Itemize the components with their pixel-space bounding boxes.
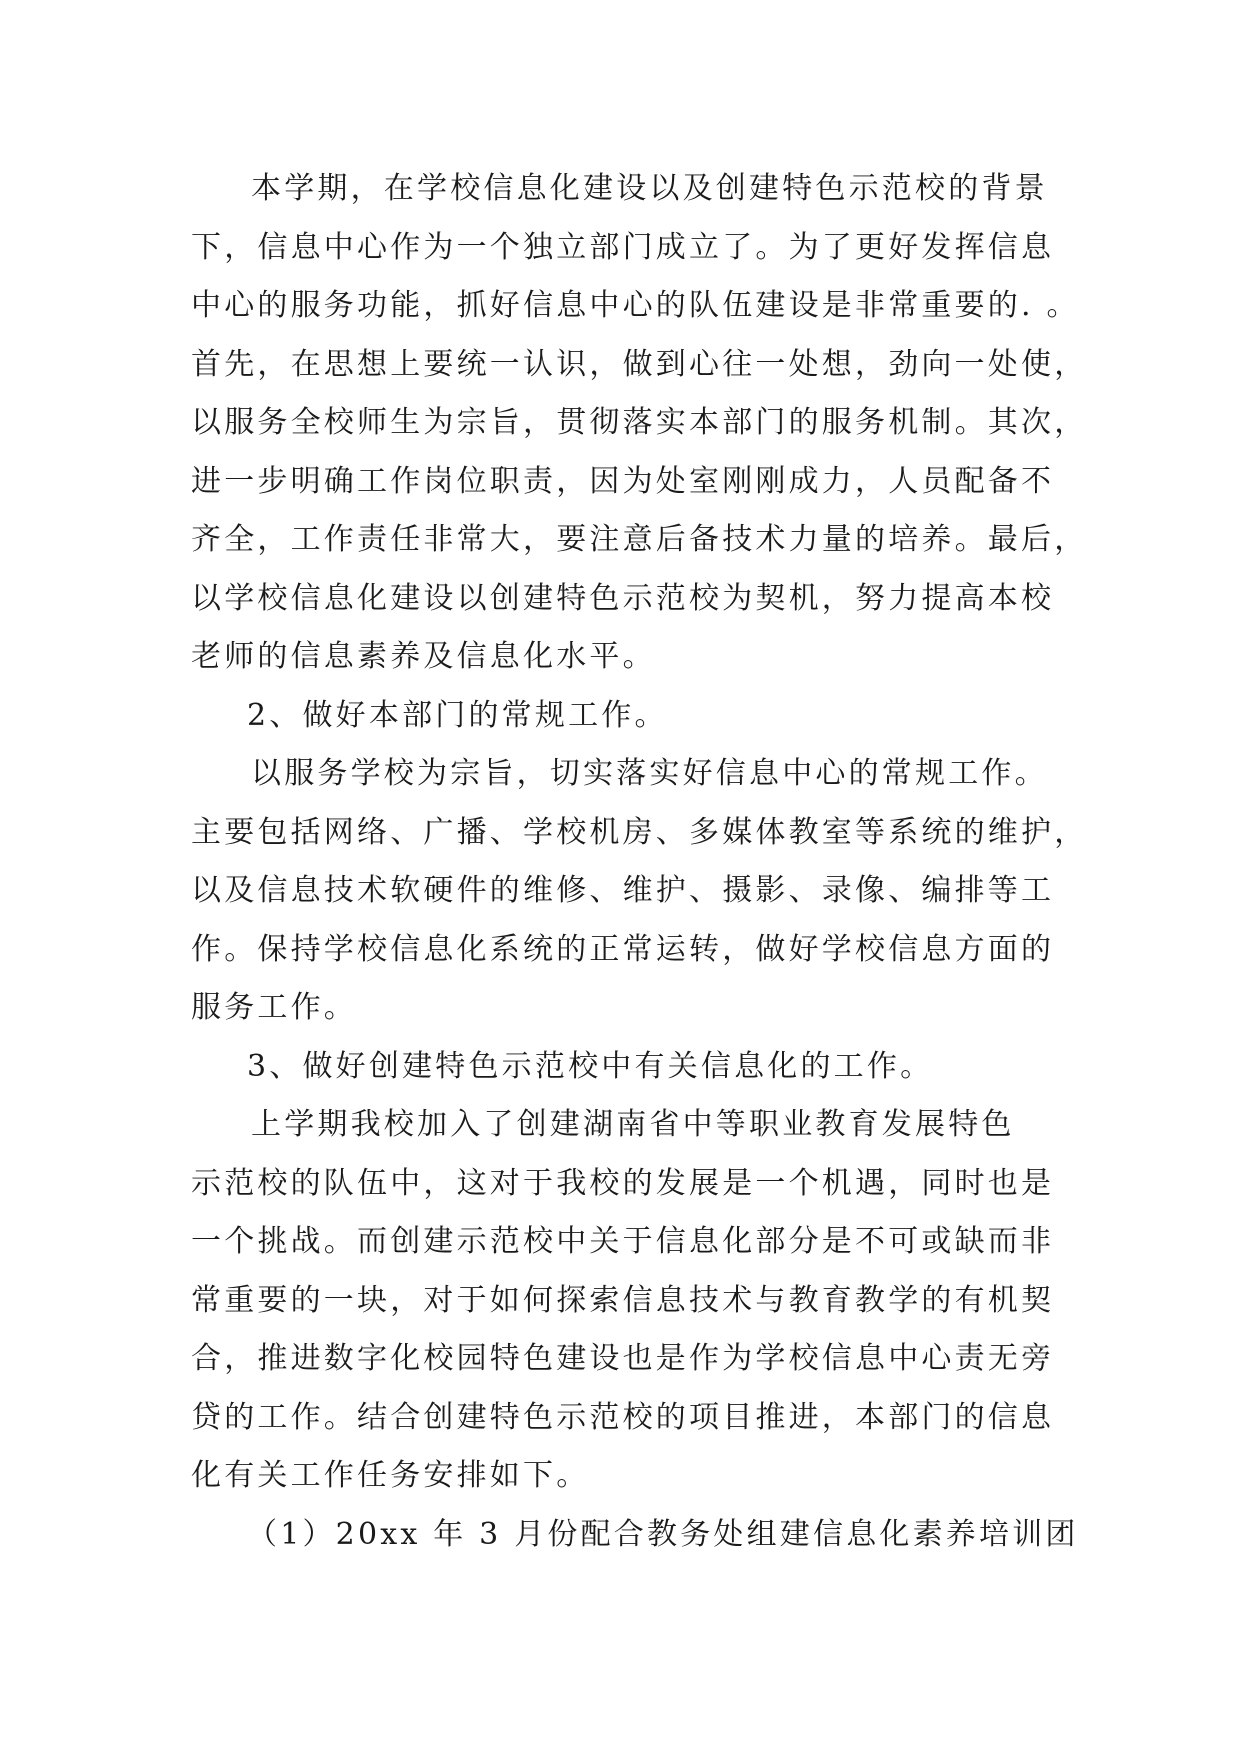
paragraph-line: 一个挑战。而创建示范校中关于信息化部分是不可或缺而非 [191,1224,1055,1259]
paragraph-line: 以服务全校师生为宗旨，贯彻落实本部门的服务机制。其次， [191,405,1088,440]
paragraph-line: 以及信息技术软硬件的维修、维护、摄影、录像、编排等工 [191,873,1055,908]
section-heading: 2、做好本部门的常规工作。 [247,697,668,733]
paragraph-line: 首先，在思想上要统一认识，做到心往一处想，劲向一处使， [191,346,1088,382]
paragraph-line: 以服务学校为宗旨，切实落实好信息中心的常规工作。 [251,756,1048,791]
list-item: （1）20xx 年 3 月份配合教务处组建信息化素养培训团 [247,1516,1079,1552]
paragraph-line: 进一步明确工作岗位职责，因为处室刚刚成力，人员配备不 [191,463,1055,499]
paragraph-line: 作。保持学校信息化系统的正常运转，做好学校信息方面的 [191,931,1055,967]
paragraph-line: 贷的工作。结合创建特色示范校的项目推进，本部门的信息 [191,1399,1055,1435]
paragraph-line: 齐全，工作责任非常大，要注意后备技术力量的培养。最后， [191,522,1088,557]
paragraph-line: 本学期，在学校信息化建设以及创建特色示范校的背景 [251,171,1048,206]
paragraph-line: 化有关工作任务安排如下。 [191,1458,590,1493]
paragraph-line: 合，推进数字化校园特色建设也是作为学校信息中心责无旁 [191,1341,1055,1376]
document-body [191,160,1088,1564]
paragraph-line: 常重要的一块，对于如何探索信息技术与教育教学的有机契 [191,1282,1055,1318]
paragraph-line: 示范校的队伍中，这对于我校的发展是一个机遇，同时也是 [191,1165,1055,1201]
paragraph-line: 主要包括网络、广播、学校机房、多媒体教室等系统的维护， [191,814,1088,850]
paragraph-line: 以学校信息化建设以创建特色示范校为契机，努力提高本校 [191,580,1055,616]
paragraph-line: 老师的信息素养及信息化水平。 [191,639,656,674]
paragraph-line: 中心的服务功能，抓好信息中心的队伍建设是非常重要的. 。 [191,288,1080,323]
paragraph-line: 下，信息中心作为一个独立部门成立了。为了更好发挥信息 [191,229,1055,265]
paragraph-line: 服务工作。 [191,990,357,1025]
section-heading: 3、做好创建特色示范校中有关信息化的工作。 [247,1048,934,1084]
paragraph-line: 上学期我校加入了创建湖南省中等职业教育发展特色 [251,1107,1015,1142]
